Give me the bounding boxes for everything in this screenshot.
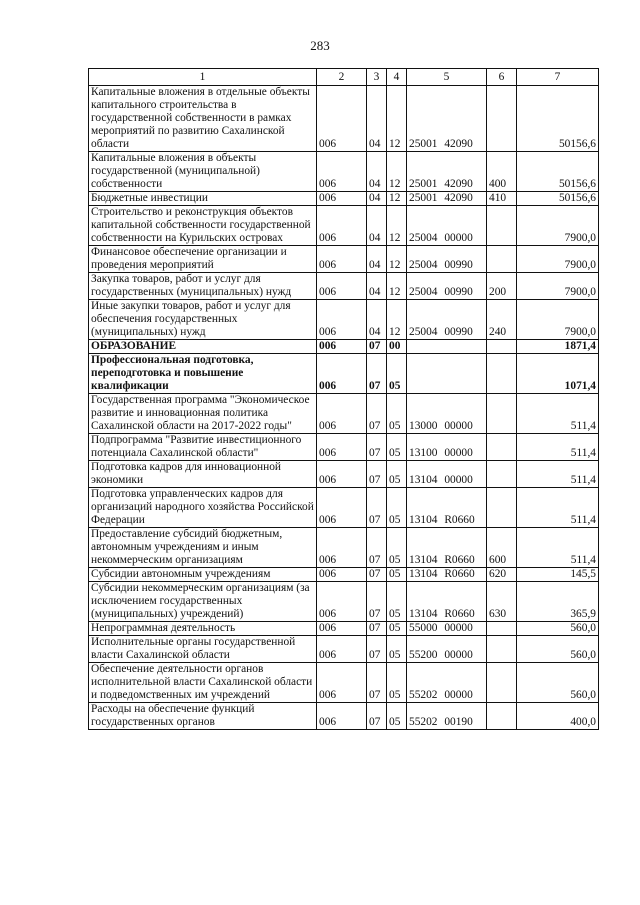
expense-type-code [487,488,517,528]
amount: 560,0 [517,636,599,663]
target-article-code: 55000 00000 [407,622,487,636]
subsection-code: 12 [387,246,407,273]
expense-type-code [487,354,517,394]
section-code: 07 [367,663,387,703]
amount: 7900,0 [517,300,599,340]
row-name: Субсидии некоммерческим организациям (за исключением государственных (муниципальных) учреждений) [89,582,317,622]
subsection-code: 00 [387,340,407,354]
amount: 560,0 [517,663,599,703]
section-code: 07 [367,354,387,394]
amount: 7900,0 [517,206,599,246]
expense-type-code [487,703,517,730]
amount: 365,9 [517,582,599,622]
row-name: Бюджетные инвестиции [89,192,317,206]
amount: 7900,0 [517,246,599,273]
section-code: 07 [367,394,387,434]
subsection-code: 05 [387,394,407,434]
ministry-code: 006 [317,192,367,206]
row-name: Подпрограмма "Развитие инвестиционного потенциала Сахалинской области" [89,434,317,461]
subsection-code: 05 [387,461,407,488]
ministry-code: 006 [317,273,367,300]
ministry-code: 006 [317,703,367,730]
target-article-code: 25004 00990 [407,300,487,340]
section-code: 07 [367,568,387,582]
expense-type-code: 240 [487,300,517,340]
subsection-code: 05 [387,663,407,703]
amount: 50156,6 [517,192,599,206]
table-row [89,528,599,568]
subsection-code: 05 [387,582,407,622]
target-article-code: 25004 00000 [407,206,487,246]
table-row [89,663,599,703]
row-name: Иные закупки товаров, работ и услуг для обеспечения государственных (муниципальных) нужд [89,300,317,340]
row-name: Предоставление субсидий бюджетным, автономным учреждениям и иным некоммерческим организациям [89,528,317,568]
ministry-code: 006 [317,461,367,488]
ministry-code: 006 [317,636,367,663]
section-code: 07 [367,528,387,568]
expense-type-code [487,246,517,273]
table-row [89,300,599,340]
target-article-code: 55202 00190 [407,703,487,730]
target-article-code: 13104 R0660 [407,582,487,622]
target-article-code [407,340,487,354]
amount: 7900,0 [517,273,599,300]
column-header: 5 [407,69,487,86]
table-row [89,394,599,434]
ministry-code: 006 [317,354,367,394]
ministry-code: 006 [317,246,367,273]
ministry-code: 006 [317,206,367,246]
expense-type-code [487,394,517,434]
ministry-code: 006 [317,434,367,461]
amount: 511,4 [517,528,599,568]
row-name: Капитальные вложения в отдельные объекты капитального строительства в государственной собственности в рамках мероприятий по развитию Сахалинской области [89,86,317,152]
table-row [89,434,599,461]
expense-type-code [487,622,517,636]
row-name: Подготовка кадров для инновационной экономики [89,461,317,488]
target-article-code: 13104 R0660 [407,568,487,582]
amount: 511,4 [517,488,599,528]
header-row [89,69,599,86]
row-name: ОБРАЗОВАНИЕ [89,340,317,354]
row-name: Исполнительные органы государственной власти Сахалинской области [89,636,317,663]
section-code: 04 [367,152,387,192]
subsection-code: 05 [387,528,407,568]
target-article-code: 25004 00990 [407,273,487,300]
row-name: Строительство и реконструкция объектов капитальной собственности государственной собственности на Курильских островах [89,206,317,246]
row-name: Капитальные вложения в объекты государственной (муниципальной) собственности [89,152,317,192]
table-row [89,354,599,394]
row-name: Финансовое обеспечение организации и проведения мероприятий [89,246,317,273]
subsection-code: 12 [387,86,407,152]
row-name: Непрограммная деятельность [89,622,317,636]
table-row [89,636,599,663]
target-article-code [407,354,487,394]
ministry-code: 006 [317,582,367,622]
section-code: 07 [367,434,387,461]
expense-type-code: 600 [487,528,517,568]
expense-type-code [487,206,517,246]
ministry-code: 006 [317,300,367,340]
table-row [89,246,599,273]
section-code: 07 [367,636,387,663]
amount: 560,0 [517,622,599,636]
amount: 511,4 [517,394,599,434]
target-article-code: 13104 R0660 [407,528,487,568]
section-code: 04 [367,192,387,206]
column-header: 3 [367,69,387,86]
amount: 1071,4 [517,354,599,394]
column-header: 1 [89,69,317,86]
column-header: 4 [387,69,407,86]
expense-type-code: 630 [487,582,517,622]
subsection-code: 05 [387,636,407,663]
ministry-code: 006 [317,86,367,152]
amount: 1871,4 [517,340,599,354]
row-name: Субсидии автономным учреждениям [89,568,317,582]
table-row [89,206,599,246]
subsection-code: 12 [387,152,407,192]
ministry-code: 006 [317,622,367,636]
target-article-code: 13000 00000 [407,394,487,434]
expense-type-code [487,434,517,461]
target-article-code: 55202 00000 [407,663,487,703]
expense-type-code [487,636,517,663]
section-code: 04 [367,246,387,273]
column-header: 2 [317,69,367,86]
table-row [89,152,599,192]
row-name: Закупка товаров, работ и услуг для государственных (муниципальных) нужд [89,273,317,300]
budget-table [88,68,599,730]
amount: 511,4 [517,434,599,461]
target-article-code: 25001 42090 [407,86,487,152]
section-code: 04 [367,86,387,152]
target-article-code: 55200 00000 [407,636,487,663]
ministry-code: 006 [317,663,367,703]
section-code: 04 [367,206,387,246]
column-header: 6 [487,69,517,86]
expense-type-code [487,461,517,488]
row-name: Государственная программа "Экономическое развитие и инновационная политика Сахалинской области на 2017-2022 годы" [89,394,317,434]
ministry-code: 006 [317,394,367,434]
expense-type-code [487,86,517,152]
expense-type-code: 200 [487,273,517,300]
section-code: 04 [367,273,387,300]
subsection-code: 12 [387,192,407,206]
section-code: 07 [367,703,387,730]
table-row [89,582,599,622]
row-name: Подготовка управленческих кадров для организаций народного хозяйства Российской Федерации [89,488,317,528]
target-article-code: 25001 42090 [407,192,487,206]
ministry-code: 006 [317,568,367,582]
subsection-code: 05 [387,488,407,528]
ministry-code: 006 [317,488,367,528]
ministry-code: 006 [317,152,367,192]
table-row [89,461,599,488]
expense-type-code: 410 [487,192,517,206]
section-code: 07 [367,582,387,622]
target-article-code: 13100 00000 [407,434,487,461]
table-row [89,703,599,730]
subsection-code: 12 [387,300,407,340]
amount: 511,4 [517,461,599,488]
row-name: Расходы на обеспечение функций государственных органов [89,703,317,730]
table-row [89,568,599,582]
subsection-code: 12 [387,273,407,300]
subsection-code: 05 [387,354,407,394]
amount: 145,5 [517,568,599,582]
subsection-code: 12 [387,206,407,246]
table-row [89,273,599,300]
amount: 400,0 [517,703,599,730]
subsection-code: 05 [387,703,407,730]
subsection-code: 05 [387,434,407,461]
row-name: Обеспечение деятельности органов исполнительной власти Сахалинской области и подведомственных им учреждений [89,663,317,703]
section-code: 04 [367,300,387,340]
ministry-code: 006 [317,340,367,354]
table-row [89,192,599,206]
expense-type-code [487,340,517,354]
amount: 50156,6 [517,152,599,192]
table-row [89,86,599,152]
table-row [89,340,599,354]
section-code: 07 [367,488,387,528]
expense-type-code [487,663,517,703]
target-article-code: 13104 00000 [407,461,487,488]
target-article-code: 25004 00990 [407,246,487,273]
target-article-code: 13104 R0660 [407,488,487,528]
column-header: 7 [517,69,599,86]
subsection-code: 05 [387,568,407,582]
ministry-code: 006 [317,528,367,568]
amount: 50156,6 [517,86,599,152]
subsection-code: 05 [387,622,407,636]
row-name: Профессиональная подготовка, переподготовка и повышение квалификации [89,354,317,394]
section-code: 07 [367,340,387,354]
page-number: 283 [310,38,330,53]
table-row [89,488,599,528]
expense-type-code: 400 [487,152,517,192]
table-row [89,622,599,636]
target-article-code: 25001 42090 [407,152,487,192]
expense-type-code: 620 [487,568,517,582]
section-code: 07 [367,622,387,636]
section-code: 07 [367,461,387,488]
